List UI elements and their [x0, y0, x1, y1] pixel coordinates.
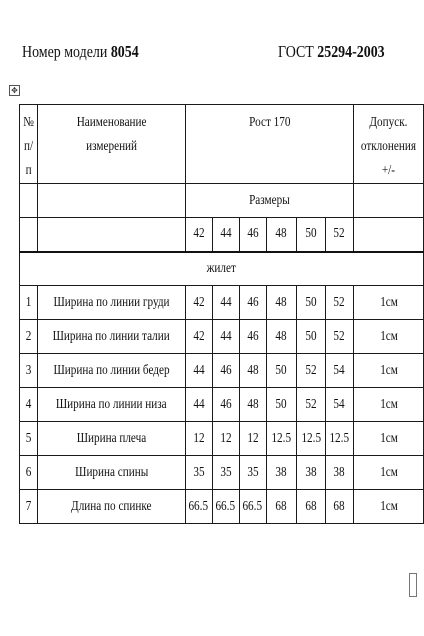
value-cell: 66.5 [212, 490, 239, 524]
sizes-title-row [20, 184, 424, 218]
size-cell: 52 [325, 218, 353, 252]
value-cell: 54 [325, 354, 353, 388]
sizes-title: Размеры [185, 184, 354, 218]
value-cell: 38 [325, 456, 353, 490]
height-header: Рост 170 [185, 105, 354, 184]
tolerance-cell: 1см [354, 456, 424, 490]
value-cell: 46 [239, 286, 266, 320]
value-cell: 46 [239, 320, 266, 354]
value-cell: 48 [239, 354, 266, 388]
table-move-handle-icon[interactable]: ✥ [9, 85, 20, 96]
value-cell: 46 [212, 354, 239, 388]
table-row [20, 422, 424, 456]
value-cell: 50 [296, 286, 325, 320]
model-label: Номер модели [22, 42, 108, 61]
measurement-name: Длина по спинке [38, 490, 185, 524]
gost-label: ГОСТ [278, 42, 314, 61]
measurement-name: Ширина спины [38, 456, 185, 490]
table-row [20, 388, 424, 422]
col-number-header: № п/п [20, 105, 38, 184]
size-cell: 48 [266, 218, 296, 252]
value-cell: 38 [266, 456, 296, 490]
value-cell: 68 [296, 490, 325, 524]
value-cell: 68 [266, 490, 296, 524]
value-cell: 44 [212, 286, 239, 320]
row-number: 2 [20, 320, 38, 354]
tolerance-cell: 1см [354, 320, 424, 354]
table-row [20, 286, 424, 320]
tolerance-cell: 1см [354, 490, 424, 524]
tolerance-header: Допуск. отклонения +/- [354, 105, 424, 184]
value-cell: 54 [325, 388, 353, 422]
section-row [20, 252, 424, 286]
row-number: 3 [20, 354, 38, 388]
value-cell: 42 [185, 286, 212, 320]
value-cell: 12 [185, 422, 212, 456]
empty-cell [38, 218, 185, 252]
model-number-line [22, 42, 139, 62]
empty-cell [38, 184, 185, 218]
value-cell: 12 [239, 422, 266, 456]
value-cell: 66.5 [185, 490, 212, 524]
value-cell: 46 [212, 388, 239, 422]
measurement-table [19, 104, 424, 524]
value-cell: 35 [185, 456, 212, 490]
empty-cell [20, 218, 38, 252]
size-cell: 44 [212, 218, 239, 252]
value-cell: 35 [239, 456, 266, 490]
section-title: жилет [20, 252, 424, 286]
measurement-name: Ширина по линии бедер [38, 354, 185, 388]
value-cell: 48 [239, 388, 266, 422]
row-number: 4 [20, 388, 38, 422]
gost-line [278, 42, 385, 62]
model-number: 8054 [110, 42, 139, 61]
table-header-row [20, 105, 424, 184]
table-row [20, 456, 424, 490]
tolerance-cell: 1см [354, 388, 424, 422]
value-cell: 52 [296, 354, 325, 388]
gost-number: 25294-2003 [317, 42, 385, 61]
tolerance-cell: 1см [354, 422, 424, 456]
value-cell: 42 [185, 320, 212, 354]
row-number: 1 [20, 286, 38, 320]
value-cell: 35 [212, 456, 239, 490]
empty-cell [354, 184, 424, 218]
value-cell: 12.5 [325, 422, 353, 456]
value-cell: 44 [185, 388, 212, 422]
document-header [22, 42, 402, 72]
value-cell: 44 [212, 320, 239, 354]
measurement-name: Ширина по линии низа [38, 388, 185, 422]
value-cell: 44 [185, 354, 212, 388]
table-row [20, 354, 424, 388]
value-cell: 48 [266, 286, 296, 320]
value-cell: 66.5 [239, 490, 266, 524]
measurement-name: Ширина по линии груди [38, 286, 185, 320]
value-cell: 48 [266, 320, 296, 354]
value-cell: 12 [212, 422, 239, 456]
value-cell: 68 [325, 490, 353, 524]
value-cell: 52 [325, 320, 353, 354]
value-cell: 52 [296, 388, 325, 422]
measurement-name: Ширина плеча [38, 422, 185, 456]
value-cell: 52 [325, 286, 353, 320]
empty-cell [354, 218, 424, 252]
tolerance-cell: 1см [354, 286, 424, 320]
table-row [20, 320, 424, 354]
sizes-row [20, 218, 424, 252]
size-cell: 42 [185, 218, 212, 252]
row-number: 5 [20, 422, 38, 456]
value-cell: 50 [296, 320, 325, 354]
row-number: 7 [20, 490, 38, 524]
empty-cell [20, 184, 38, 218]
tolerance-cell: 1см [354, 354, 424, 388]
row-number: 6 [20, 456, 38, 490]
value-cell: 12.5 [266, 422, 296, 456]
value-cell: 50 [266, 388, 296, 422]
table-row [20, 490, 424, 524]
value-cell: 38 [296, 456, 325, 490]
end-of-cell-marker-icon [409, 573, 417, 597]
size-cell: 46 [239, 218, 266, 252]
measurement-name: Ширина по линии талии [38, 320, 185, 354]
value-cell: 50 [266, 354, 296, 388]
value-cell: 12.5 [296, 422, 325, 456]
col-name-header: Наименование измерений [38, 105, 185, 184]
size-cell: 50 [296, 218, 325, 252]
